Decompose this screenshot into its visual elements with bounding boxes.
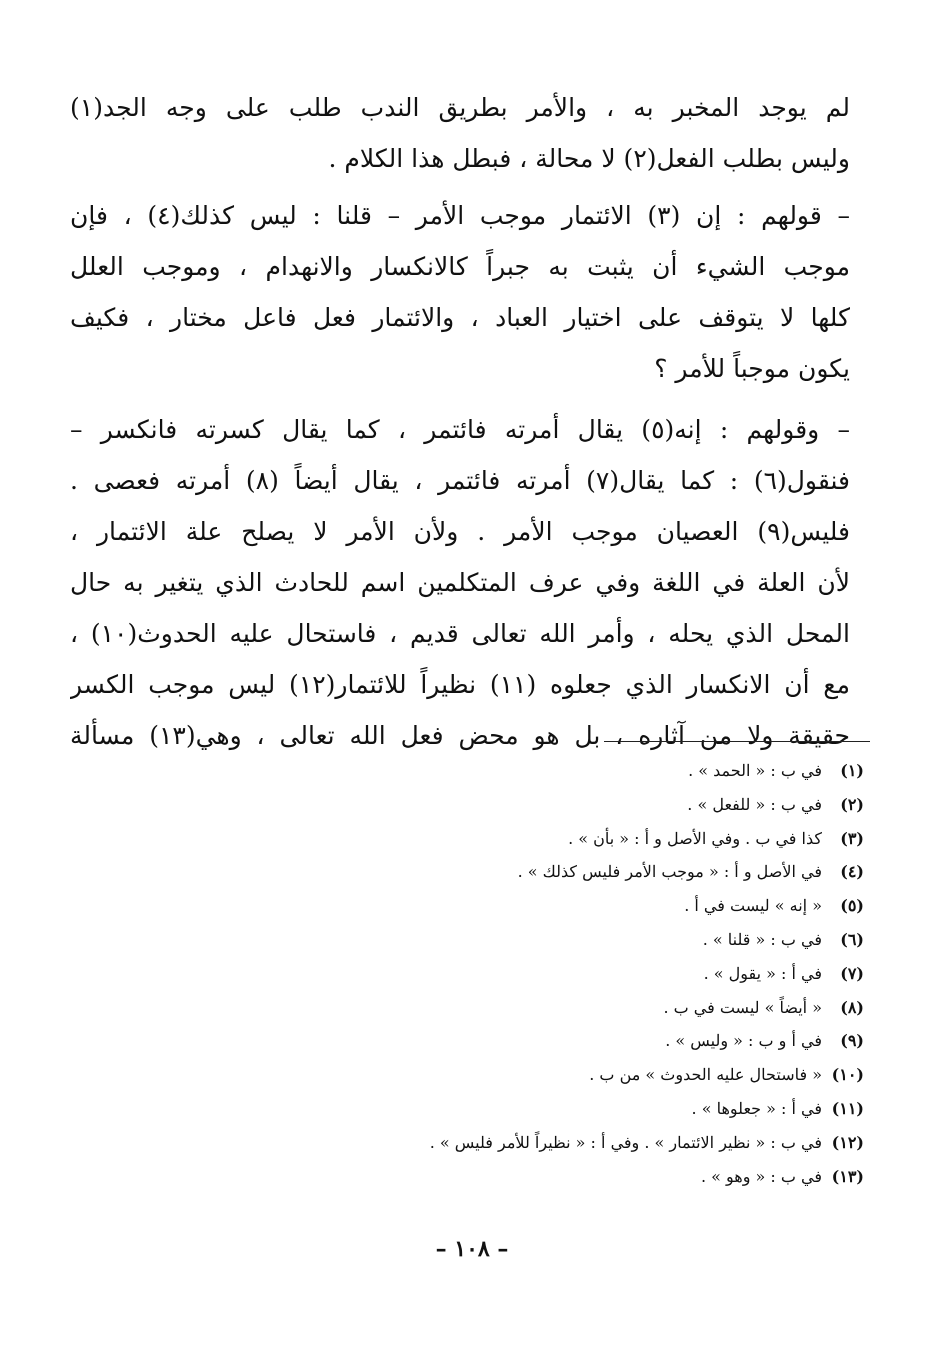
footnote-item (300, 855, 864, 889)
footnote-item (300, 1058, 864, 1092)
footnote-number: (٤) (840, 862, 864, 882)
footnote-text: في ب : « الحمد » . (688, 761, 822, 780)
text-line: مع أن الانكسار الذي جعلوه (١١) نظيراً للائتمار(١٢) ليس موجب الكسر (70, 670, 850, 699)
footnote-number: (٦) (840, 929, 864, 949)
text-line: حقيقة ولا من آثاره ، بل هو محض فعل الله تعالى ، وهي(١٣) مسألة (70, 721, 850, 750)
paragraph-1 (70, 82, 850, 184)
footnotes-list (300, 754, 864, 1193)
footnote-text: « فاستحال عليه الحدوث » من ب . (589, 1065, 822, 1085)
footnote-item (300, 1160, 864, 1194)
footnote-text: في أ و ب : « وليس » . (665, 1031, 822, 1051)
footnote-text: في أ : « يقول » . (703, 963, 822, 983)
text-line: موجب الشيء أن يثبت به جبراً كالانكسار والانهدام ، وموجب العلل (70, 252, 850, 281)
text-line: وليس بطلب الفعل(٢) لا محالة ، فبطل هذا الكلام . (328, 144, 850, 173)
footnote-item (300, 1092, 864, 1126)
footnote-item (300, 889, 864, 923)
footnote-number: (٥) (840, 896, 864, 916)
footnote-number: (١) (840, 761, 864, 780)
footnote-item (300, 754, 864, 788)
footnote-number: (١١) (831, 1098, 864, 1118)
text-line: فليس(٩) العصيان موجب الأمر . ولأن الأمر لا يصلح علة الائتمار ، (70, 517, 850, 546)
footnote-number: (١٠) (831, 1065, 864, 1085)
text-line: فنقول(٦) : كما يقال(٧) أمرته فائتمر ، يقال أيضاً (٨) أمرته فعصى . (70, 466, 850, 495)
footnote-item (300, 822, 864, 856)
footnote-number: (٨) (840, 997, 864, 1017)
footnote-text: في ب : « قلنا » . (702, 929, 822, 949)
footnote-number: (٣) (840, 828, 864, 848)
footnote-number: (٢) (840, 794, 864, 814)
paragraph-3 (70, 404, 850, 761)
text-line: – قولهم : إن (٣) الائتمار موجب الأمر – قلنا : ليس كذلك(٤) ، فإن (70, 201, 850, 230)
paragraph-2 (70, 190, 850, 394)
footnote-item (300, 788, 864, 822)
footnote-text: « أيضاً » ليست في ب . (663, 997, 822, 1017)
footnote-item (300, 991, 864, 1025)
text-line: كلها لا يتوقف على اختيار العباد ، والائتمار فعل فاعل مختار ، فكيف (70, 303, 850, 332)
text-line: لأن العلة في اللغة وفي عرف المتكلمين اسم للحادث الذي يتغير به حال (70, 568, 850, 597)
footnote-number: (٩) (840, 1031, 864, 1051)
footnote-text: في أ : « جعلوها » . (691, 1098, 822, 1118)
footnote-item (300, 1024, 864, 1058)
footnote-text: في ب : « وهو » . (700, 1166, 822, 1186)
footnote-divider (604, 741, 870, 742)
footnote-text: في ب : « نظير الائتمار » . وفي أ : « نظيراً للأمر فليس » . (429, 1132, 822, 1152)
footnote-text: في الأصل و أ : « موجب الأمر فليس كذلك » . (517, 862, 822, 882)
footnote-number: (٧) (840, 963, 864, 983)
footnote-text: « إنه » ليست في أ . (684, 896, 822, 916)
footnote-number: (١٣) (831, 1166, 864, 1186)
footnote-item (300, 1126, 864, 1160)
text-line: لم يوجد المخبر به ، والأمر بطريق الندب طلب على وجه الجد(١) (70, 93, 850, 122)
footnote-text: في ب : « للفعل » . (687, 794, 822, 814)
footnote-text: كذا في ب . وفي الأصل و أ : « بأن » . (568, 828, 822, 848)
page-number: – ١٠٨ – (435, 1236, 509, 1262)
footnote-item (300, 923, 864, 957)
text-line: يكون موجباً للأمر ؟ (654, 354, 850, 383)
footnote-number: (١٢) (831, 1132, 864, 1152)
footnote-item (300, 957, 864, 991)
text-line: – وقولهم : إنه(٥) يقال أمرته فائتمر ، كما يقال كسرته فانكسر – (70, 415, 850, 444)
text-line: المحل الذي يحله ، وأمر الله تعالى قديم ، فاستحال عليه الحدوث(١٠) ، (70, 619, 850, 648)
